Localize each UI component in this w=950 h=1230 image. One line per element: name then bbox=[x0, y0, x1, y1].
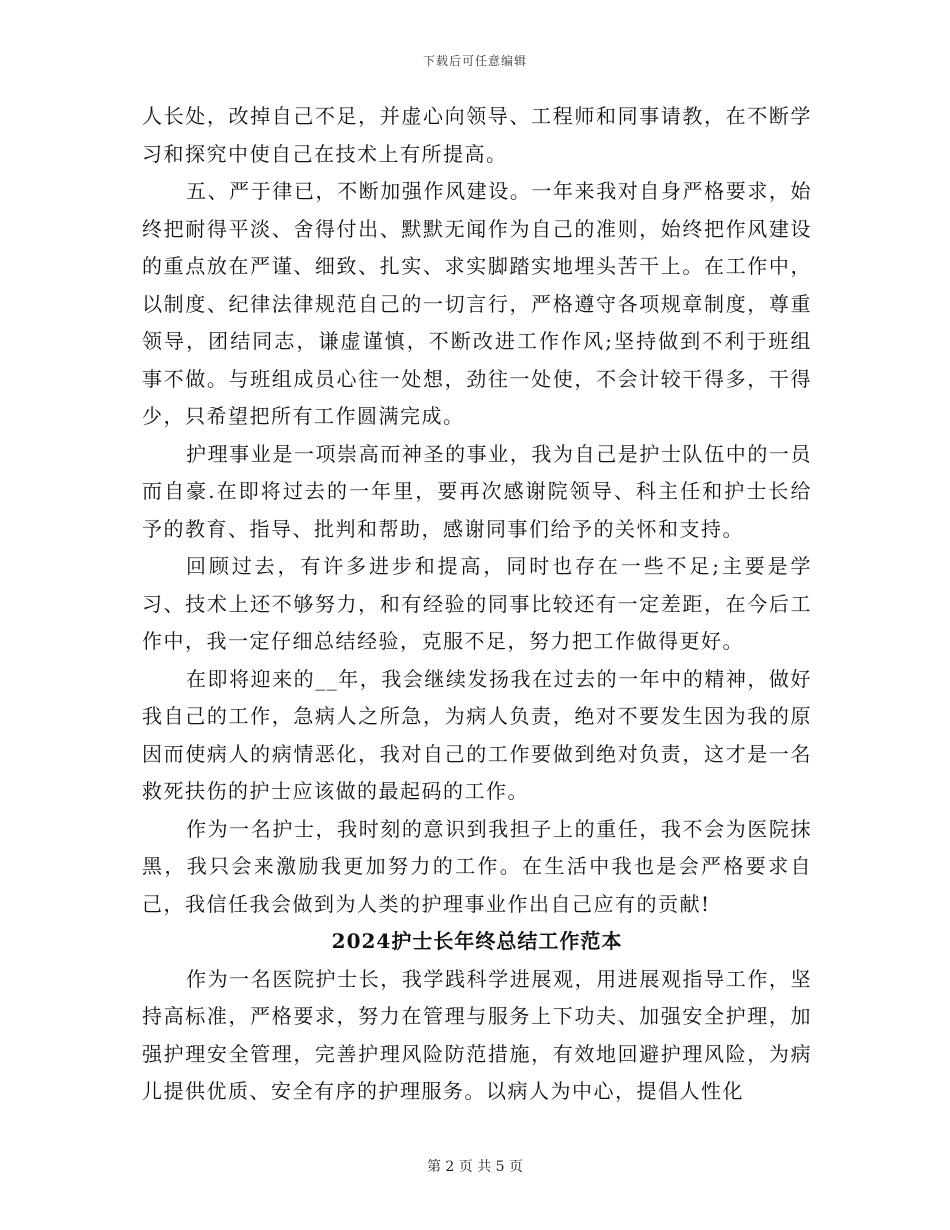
paragraph-responsibility: 作为一名护士，我时刻的意识到我担子上的重任，我不会为医院抹黑，我只会来激励我更加努力的工作。在生活中我也是会严格要求自己，我信任我会做到为人类的护理事业作出自己应有的贡献! bbox=[142, 816, 812, 916]
section-title: 2024护士长年终总结工作范本 bbox=[331, 929, 623, 953]
document-body bbox=[142, 98, 812, 1111]
paragraph-review: 回顾过去，有许多进步和提高，同时也存在一些不足;主要是学习、技术上还不够努力，和有经验的同事比较还有一定差距，在今后工作中，我一定仔细总结经验，克服不足，努力把工作做得更好。 bbox=[142, 554, 812, 653]
page-number: 第 2 页 共 5 页 bbox=[426, 1159, 524, 1175]
paragraph-head-nurse-intro: 作为一名医院护士长，我学践科学进展观，用进展观指导工作，坚持高标准，严格要求，努力在管理与服务上下功夫、加强安全护理，加强护理安全管理，完善护理风险防范措施，有效地回避护理风险，为病儿提供优质、安全有序的护理服务。以病人为中心，提倡人性化 bbox=[142, 966, 812, 1103]
page-header-note: 下载后可任意编辑 bbox=[422, 54, 527, 68]
paragraph-nursing-career: 护理事业是一项崇高而神圣的事业，我为自己是护士队伍中的一员而自豪.在即将过去的一年里，要再次感谢院领导、科主任和护士长给予的教育、指导、批判和帮助，感谢同事们给予的关怀和支持。 bbox=[142, 441, 812, 541]
paragraph-discipline: 五、严于律已，不断加强作风建设。一年来我对自身严格要求，始终把耐得平淡、舍得付出、默默无闻作为自己的准则，始终把作风建设的重点放在严谨、细致、扎实、求实脚踏实地埋头苦干上。在工作中，以制度、纪律法律规范自己的一切言行，严格遵守各项规章制度，尊重领导，团结同志，谦虚谨慎，不断改进工作作风;坚持做到不利于班组事不做。与班组成员心往一处想，劲往一处使，不会计较干得多，干得少，只希望把所有工作圆满完成。 bbox=[142, 179, 812, 428]
paragraph-continuation: 人长处，改掉自己不足，并虚心向领导、工程师和同事请教，在不断学习和探究中使自己在技术上有所提高。 bbox=[142, 104, 812, 166]
paragraph-coming-year: 在即将迎来的__年，我会继续发扬我在过去的一年中的精神，做好我自己的工作，急病人之所急，为病人负责，绝对不要发生因为我的原因而使病人的病情恶化，我对自己的工作要做到绝对负责，这才是一名救死扶伤的护士应该做的最起码的工作。 bbox=[142, 666, 812, 803]
